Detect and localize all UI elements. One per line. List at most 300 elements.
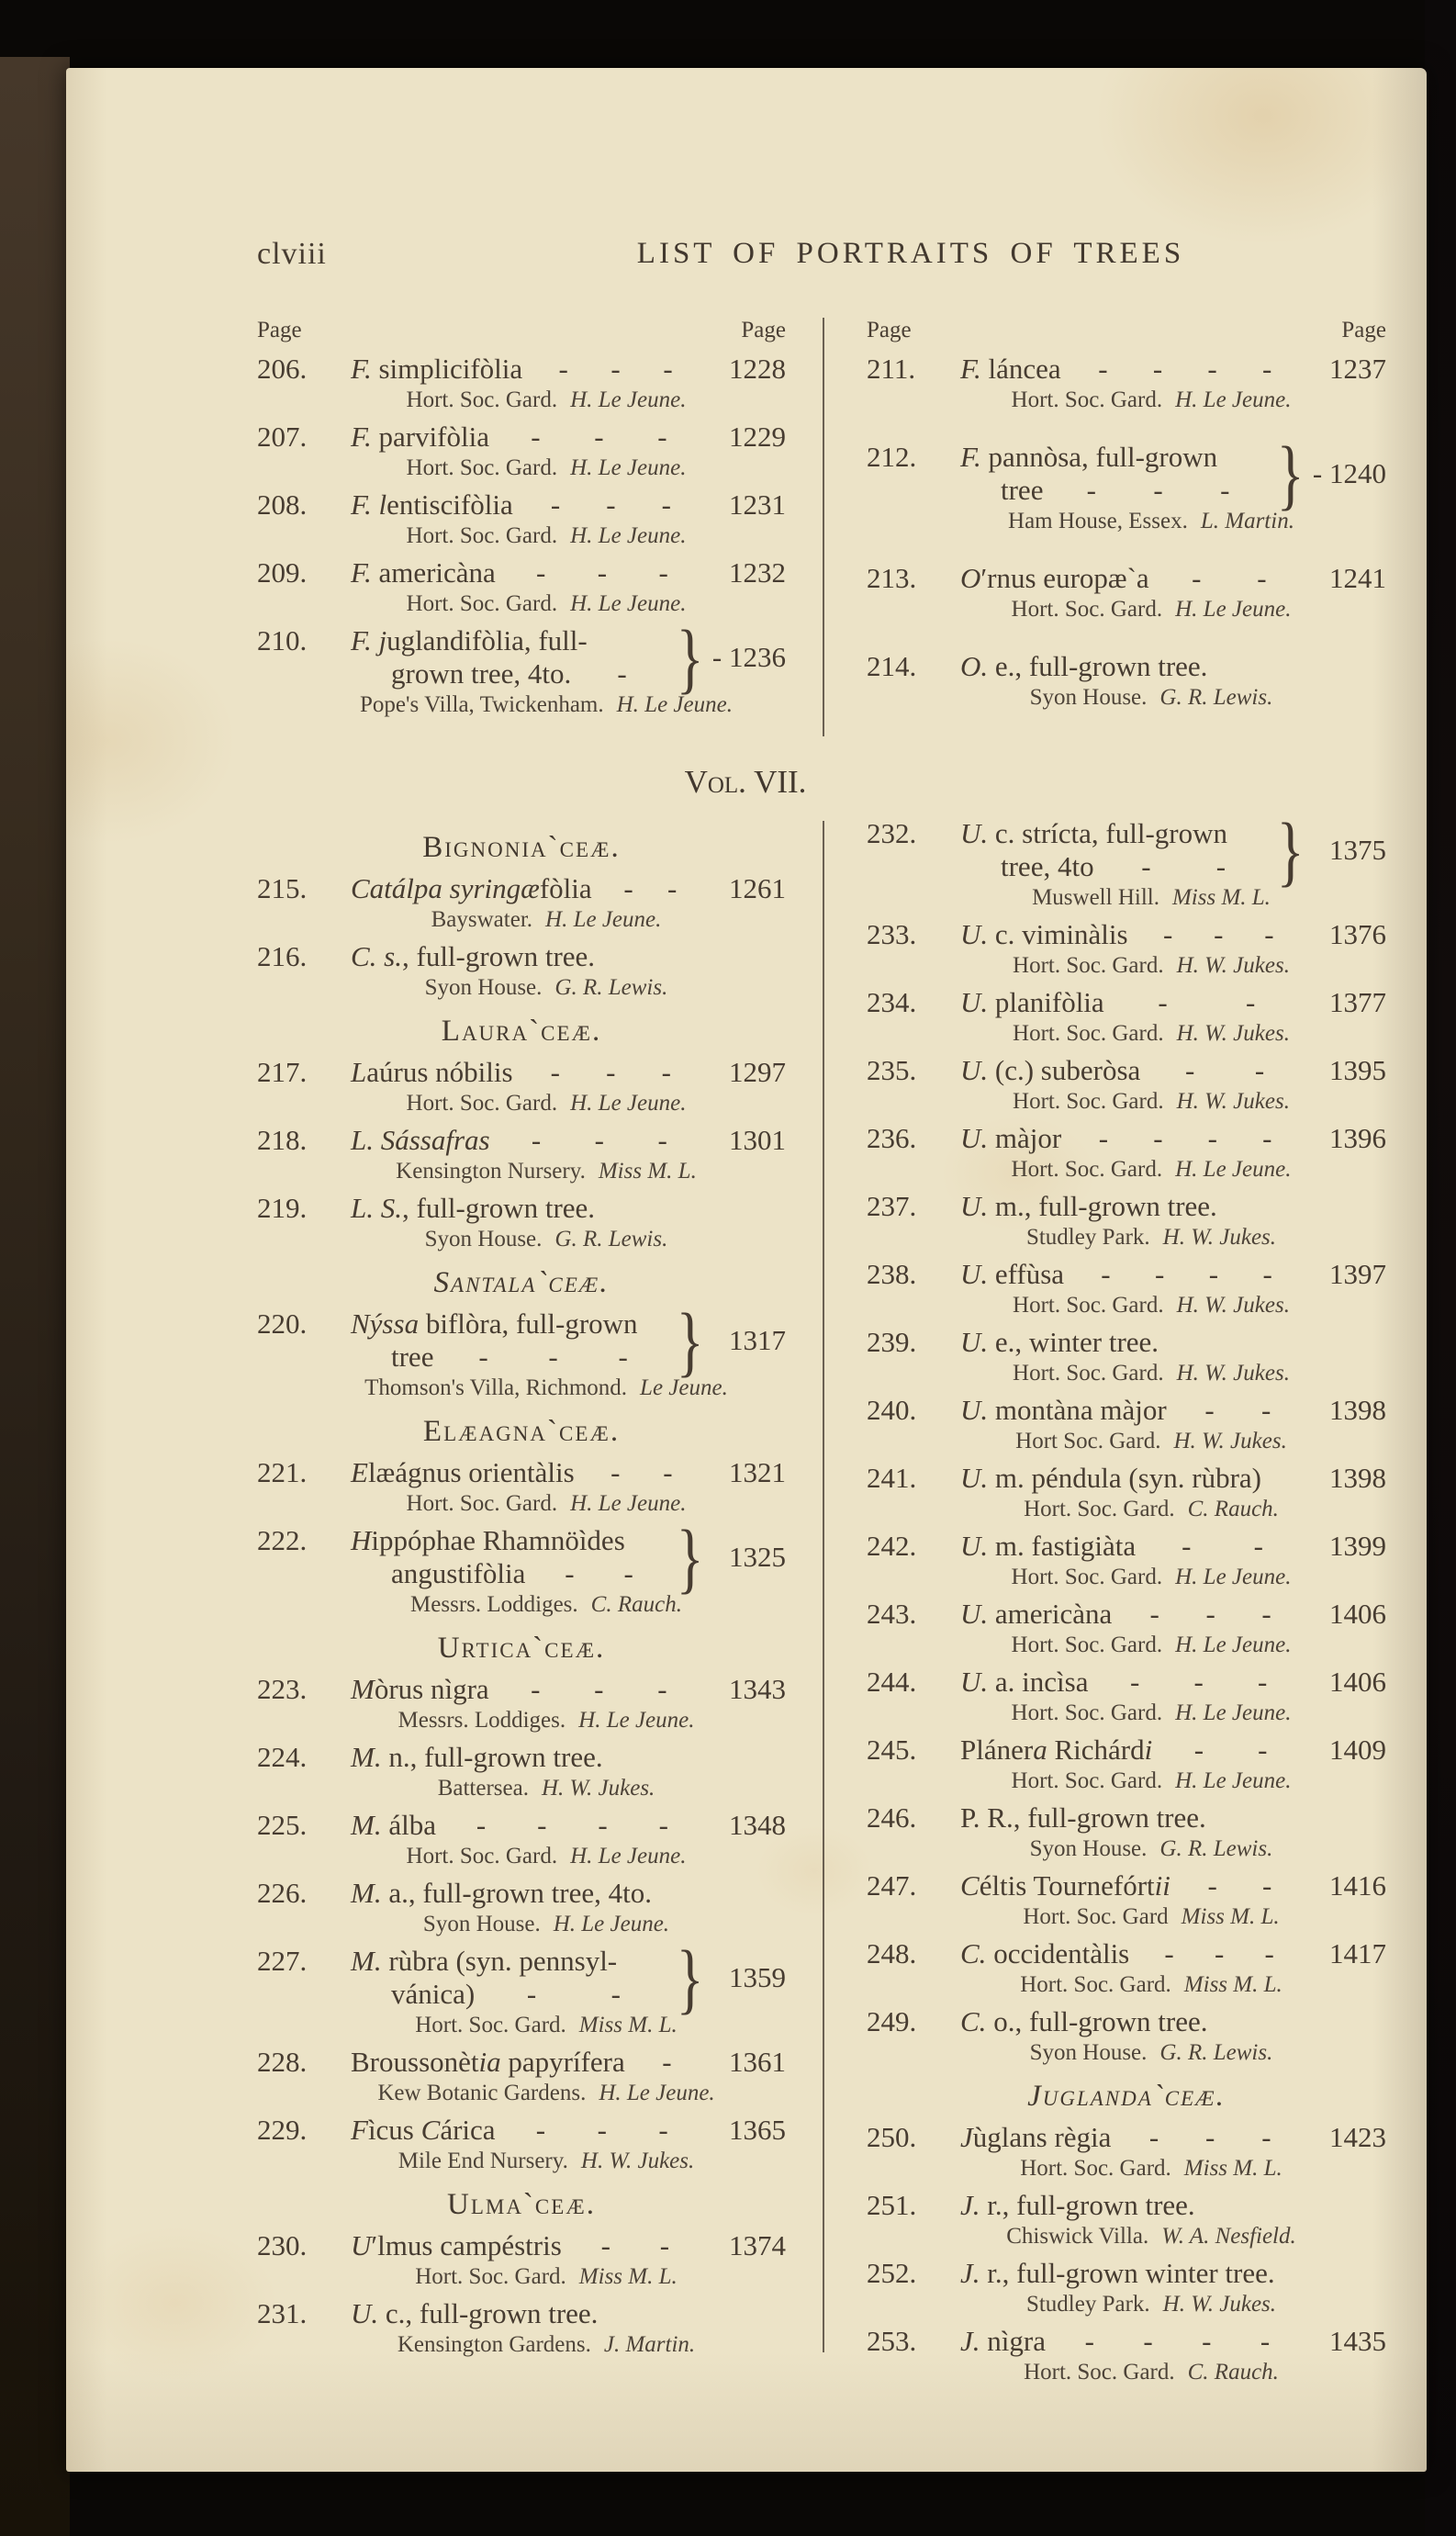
species-name-segment: ìcus [367, 2114, 421, 2146]
family-heading: Ulma`ceæ. [446, 2188, 597, 2221]
entry-caption [922, 1835, 1381, 1862]
index-entry-219 [257, 1192, 786, 1252]
caption-artist: H. W. Jukes. [1176, 1293, 1290, 1318]
species-name [960, 986, 1305, 1019]
entry-row [257, 556, 786, 589]
dash-leader [1094, 850, 1270, 883]
dash: - [606, 1056, 616, 1088]
index-entry-235 [867, 1054, 1386, 1115]
caption-place: Hort. Soc. Gard. [1011, 1768, 1163, 1793]
species-name-segment: U. [960, 1666, 989, 1698]
dash: - [1205, 2121, 1215, 2153]
entry-page-number: 1359 [729, 1961, 786, 1993]
column-divider-top [823, 318, 824, 736]
caption-artist: H. Le Jeune. [570, 455, 687, 480]
species-name-segment: a [1033, 1734, 1047, 1766]
caption-place: Ham House, Essex. [1008, 509, 1188, 533]
dash: - [1261, 2121, 1271, 2153]
species-name [351, 2114, 705, 2147]
dash: - [1149, 1598, 1159, 1630]
species-name-segment: angustifòlia [391, 1557, 526, 1589]
species-name [351, 1124, 705, 1157]
dash-leader [1046, 2325, 1305, 2358]
caption-artist: G. R. Lewis. [554, 975, 668, 1000]
dash: - [1158, 986, 1168, 1018]
dash: - [1098, 353, 1108, 385]
entry-row [257, 2114, 786, 2147]
dash: - [1264, 1937, 1274, 1969]
index-entry-239 [867, 1326, 1386, 1386]
dash-leader [522, 353, 705, 386]
dash: - [1215, 850, 1226, 882]
entry-row [867, 1869, 1386, 1902]
index-entry-245 [867, 1734, 1386, 1794]
entry-caption [312, 974, 780, 1001]
entry-caption [312, 1375, 780, 1401]
dash: - [478, 1341, 488, 1373]
species-name-segment: U. [960, 817, 989, 849]
index-entry-221 [257, 1456, 786, 1517]
entry-row [257, 1056, 786, 1089]
index-entry-216 [257, 940, 786, 1001]
species-name [960, 1598, 1305, 1631]
index-entry-223 [257, 1673, 786, 1734]
species-name [351, 488, 705, 522]
entry-row [257, 2229, 786, 2262]
species-name-segment: U. [960, 1190, 989, 1222]
species-name-segment: grown tree, 4to. [391, 657, 572, 690]
species-name-segment: e., winter tree. [988, 1326, 1159, 1358]
caption-place: Hort. Soc. Gard. [415, 2013, 566, 2037]
species-name-segment: U [351, 2229, 372, 2261]
dash: - [536, 556, 546, 589]
entry-page-number: - 1236 [711, 641, 786, 673]
caption-artist: G. R. Lewis. [1159, 1836, 1273, 1861]
species-name [351, 2046, 705, 2079]
species-name-segment: i [1144, 1734, 1153, 1766]
species-name-segment: Nýssa [351, 1307, 420, 1340]
dash-leader [1128, 918, 1305, 951]
caption-place: Hort Soc. Gard. [1015, 1429, 1161, 1453]
entry-caption [312, 2148, 780, 2174]
brace-bracket: } [676, 1513, 704, 1601]
entry-page-number: 1261 [729, 872, 786, 904]
top-left-column [257, 318, 823, 738]
caption-artist: H. Le Jeune. [570, 1491, 687, 1516]
entry-number: 210. [257, 624, 308, 656]
entry-number: 221. [257, 1456, 308, 1488]
caption-artist: H. W. Jukes. [1176, 1089, 1290, 1114]
volume-heading [257, 764, 1388, 801]
dash-leader [1104, 986, 1305, 1019]
entry-row [867, 1801, 1386, 1835]
species-name-segment: r., full-grown tree. [980, 2189, 1195, 2221]
species-name-segment: c., full-grown tree. [378, 2297, 599, 2329]
entry-number: 208. [257, 488, 308, 521]
species-name-segment: nìgra [980, 2325, 1046, 2357]
page-label: Page [1341, 318, 1386, 342]
entry-caption [312, 1843, 780, 1869]
entry-caption [922, 1156, 1381, 1183]
entry-caption [922, 1088, 1381, 1115]
dash-leader [1088, 1666, 1305, 1699]
caption-artist: G. R. Lewis. [1159, 2040, 1273, 2065]
entry-page-number: 1228 [729, 353, 786, 385]
page-label: Page [741, 318, 786, 342]
species-name [960, 918, 1305, 951]
dash-leader [575, 1456, 705, 1489]
species-name [960, 2325, 1305, 2358]
caption-artist: G. R. Lewis. [554, 1227, 668, 1251]
dash-leader [1136, 1530, 1305, 1563]
page-label: Page [257, 318, 302, 342]
dash-leader [513, 488, 705, 522]
species-name [351, 1307, 669, 1374]
entry-row [867, 1734, 1386, 1767]
entry-row [867, 1530, 1386, 1563]
photo-dark-edge [1425, 0, 1456, 2536]
species-name-line2 [351, 1978, 669, 2011]
entry-caption [922, 1360, 1381, 1386]
entry-caption [922, 2223, 1381, 2250]
entry-caption [922, 1564, 1381, 1590]
dash: - [1208, 1258, 1219, 1290]
dash: - [1192, 562, 1202, 594]
species-name-segment: , full-grown tree. [402, 940, 596, 972]
species-name [960, 1190, 1386, 1223]
entry-number: 234. [867, 986, 917, 1018]
index-entry-247 [867, 1869, 1386, 1930]
species-name [960, 2257, 1386, 2290]
species-name-segment: P. R., full-grown tree. [960, 1801, 1206, 1834]
species-name [960, 1462, 1305, 1495]
entry-row [257, 1809, 786, 1842]
entry-row [867, 1054, 1386, 1087]
entry-number: 247. [867, 1869, 917, 1902]
entry-row [867, 1190, 1386, 1223]
species-name [960, 1801, 1386, 1835]
dash: - [1261, 1598, 1271, 1630]
dash-leader [433, 1341, 668, 1374]
entry-number: 236. [867, 1122, 917, 1154]
dash: - [659, 2229, 670, 2261]
species-name-segment: uglandifòlia, full- [386, 624, 588, 656]
species-name-segment: Catálpa syringæ [351, 872, 540, 904]
index-entry-252 [867, 2257, 1386, 2317]
caption-artist: H. W. Jukes. [1162, 1225, 1277, 1250]
entry-row [867, 1666, 1386, 1699]
dash: - [476, 1809, 487, 1841]
dash: - [1101, 1258, 1111, 1290]
entry-page-number: - 1240 [1312, 457, 1386, 489]
index-entry-243 [867, 1598, 1386, 1658]
entry-number: 217. [257, 1056, 308, 1088]
dash: - [1207, 1869, 1217, 1902]
caption-artist: H. Le Jeune. [1175, 1157, 1292, 1182]
entry-number: 231. [257, 2297, 308, 2329]
caption-artist: H. Le Jeune. [1175, 1565, 1292, 1589]
dash: - [597, 2114, 607, 2146]
species-name-segment: J. [960, 2325, 980, 2357]
species-name [960, 1530, 1305, 1563]
species-name-segment: U. [960, 1462, 989, 1494]
entry-page-number: 1377 [1329, 986, 1386, 1018]
caption-artist: H. W. Jukes. [1162, 2292, 1277, 2317]
caption-place: Hort. Soc. Gard. [1013, 1021, 1164, 1046]
species-name-segment: biflòra, full-grown [419, 1307, 638, 1340]
species-name-segment: F. [351, 353, 372, 385]
caption-artist: Miss M. L. [598, 1159, 697, 1184]
species-name [351, 353, 705, 386]
entry-row [257, 1673, 786, 1706]
entry-page-number: 1375 [1329, 834, 1386, 866]
species-name-segment: M [351, 1673, 375, 1705]
index-entry-225 [257, 1809, 786, 1869]
species-name-segment: U. [960, 1258, 989, 1290]
entry-page-number: 1321 [729, 1456, 786, 1488]
species-name-segment: ia [478, 2046, 501, 2078]
page-label: Page [867, 318, 912, 342]
entry-caption [312, 1591, 780, 1618]
dash: - [526, 1978, 537, 2010]
dash: - [1262, 1869, 1272, 1902]
index-entry-237 [867, 1190, 1386, 1251]
entry-row [867, 2257, 1386, 2290]
species-name-segment: c. viminàlis [988, 918, 1128, 950]
entry-number: 209. [257, 556, 308, 589]
species-name-segment: e., full-grown tree. [988, 650, 1208, 682]
caption-artist: Miss M. L. [1183, 2156, 1282, 2181]
caption-place: Syon House. [1029, 685, 1148, 710]
entry-page-number: 1374 [729, 2229, 786, 2261]
entry-caption [922, 1020, 1381, 1047]
species-name-segment: pannòsa, full-grown [980, 441, 1218, 473]
dash-leader [490, 1124, 705, 1157]
entry-caption [312, 2331, 780, 2358]
vol-right-column [823, 806, 1388, 2393]
index-entry-244 [867, 1666, 1386, 1726]
family-heading: Santala`ceæ. [433, 1266, 610, 1299]
entry-number: 237. [867, 1190, 917, 1222]
entry-number: 246. [867, 1801, 917, 1834]
entry-caption [312, 2080, 780, 2106]
entry-row [867, 2121, 1386, 2154]
dash-leader [562, 2229, 705, 2262]
index-entry-234 [867, 986, 1386, 1047]
dash: - [594, 421, 604, 453]
caption-place: Syon House. [1029, 1836, 1148, 1861]
entry-number: 215. [257, 872, 308, 904]
entry-number: 239. [867, 1326, 917, 1358]
brace-bracket: } [1276, 806, 1305, 894]
entry-caption [922, 1428, 1381, 1454]
dash: - [531, 421, 541, 453]
species-name [351, 556, 705, 589]
species-name-line1 [960, 441, 1270, 474]
volume-heading-text: Vol. VII. [684, 764, 807, 800]
caption-artist: H. W. Jukes. [541, 1776, 655, 1801]
entry-caption [922, 1632, 1381, 1658]
dash-leader [1167, 1394, 1305, 1427]
species-name-segment: occidentàlis [986, 1937, 1130, 1969]
caption-place: Hort. Soc. Gard. [406, 1844, 558, 1868]
entry-page-number: 1398 [1329, 1394, 1386, 1426]
species-name-segment: H [351, 1524, 372, 1556]
entry-page-number: 1399 [1329, 1530, 1386, 1562]
index-entry-222 [257, 1513, 786, 1618]
dash: - [661, 488, 671, 521]
dash: - [1098, 1122, 1109, 1154]
species-name-segment: m. fastigiàta [988, 1530, 1137, 1562]
entry-caption [312, 1158, 780, 1184]
index-entry-208 [257, 488, 786, 549]
dash: - [1164, 1937, 1174, 1969]
caption-place: Battersea. [437, 1776, 529, 1801]
species-name-segment: M. [351, 1741, 382, 1773]
species-name-segment: papyrífera [500, 2046, 625, 2078]
species-name-segment: láncea [980, 353, 1061, 385]
dash-leader [592, 872, 705, 905]
index-entry-249 [867, 2005, 1386, 2066]
caption-artist: Miss M. L. [578, 2013, 678, 2037]
caption-place: Syon House. [424, 1227, 543, 1251]
entry-row [257, 613, 786, 701]
entry-row [867, 1326, 1386, 1359]
dash-leader [475, 1978, 669, 2011]
species-name-segment: U. [960, 1394, 989, 1426]
species-name-segment: læágnus orientàlis [367, 1456, 575, 1488]
page-column-labels [257, 318, 786, 343]
entry-number: 227. [257, 1945, 308, 1977]
entry-caption [312, 1226, 780, 1252]
entry-number: 228. [257, 2046, 308, 2078]
caption-place: Hort. Soc. Gard. [1020, 1972, 1171, 1997]
species-name [960, 2189, 1386, 2222]
species-name [960, 441, 1270, 507]
entry-row [867, 353, 1386, 386]
caption-artist: H. Le Jeune. [545, 907, 662, 932]
dash-leader [436, 1809, 705, 1842]
dash: - [1205, 1598, 1215, 1630]
entry-row [257, 353, 786, 386]
dash: - [658, 556, 668, 589]
index-entry-214 [867, 650, 1386, 711]
species-name-segment: L. S. [351, 1192, 402, 1224]
species-name-segment: ùglans règia [972, 2121, 1112, 2153]
dash: - [531, 1124, 542, 1156]
caption-place: Hort. Soc. Gard. [1011, 1157, 1163, 1182]
entry-caption [922, 1292, 1381, 1318]
entry-row [257, 421, 786, 454]
species-name-segment: ippóphae Rhamnöìdes [371, 1524, 625, 1556]
dash: - [623, 872, 633, 904]
caption-artist: H. Le Jeune. [570, 591, 687, 616]
caption-place: Hort. Soc. Gard. [415, 2264, 566, 2289]
entry-number: 225. [257, 1809, 308, 1841]
caption-place: Hort. Soc. Gard. [1013, 1293, 1164, 1318]
index-entry-215 [257, 872, 786, 933]
species-name-segment: éltis Tournefórt [979, 1869, 1155, 1902]
dash: - [1220, 474, 1230, 506]
entry-number: 242. [867, 1530, 917, 1562]
species-name-line2 [960, 850, 1270, 883]
entry-row [257, 1877, 786, 1910]
vol-vii-section [257, 806, 1388, 2393]
entry-caption [312, 522, 780, 549]
entry-row [867, 1462, 1386, 1495]
dash: - [1207, 353, 1217, 385]
dash: - [623, 1557, 633, 1589]
species-name-segment: álba [381, 1809, 436, 1841]
species-name-segment: U. [960, 918, 989, 950]
dash: - [1214, 1937, 1225, 1969]
species-name [351, 872, 705, 905]
caption-artist: H. Le Jeune. [1175, 1633, 1292, 1657]
dash-leader [1061, 353, 1305, 386]
entry-page-number: 1348 [729, 1809, 786, 1841]
species-name-segment: americàna [988, 1598, 1113, 1630]
dash-leader [1112, 1598, 1305, 1631]
entry-row [867, 430, 1386, 518]
dash: - [535, 2114, 546, 2146]
caption-place: Pope's Villa, Twickenham. [360, 692, 604, 717]
caption-place: Hort. Soc. Gard. [406, 1491, 558, 1516]
species-name-segment: ′rnus europæ`a [980, 562, 1149, 594]
dash: - [1202, 2325, 1212, 2357]
entry-number: 224. [257, 1741, 308, 1773]
dash: - [550, 488, 561, 521]
caption-place: Hort. Soc. Gard. [1011, 387, 1163, 412]
entry-caption [922, 1767, 1381, 1794]
entry-number: 226. [257, 1877, 308, 1909]
dash: - [1153, 474, 1163, 506]
species-name [351, 1524, 669, 1590]
caption-artist: H. Le Jeune. [570, 523, 687, 548]
dash: - [1261, 1394, 1271, 1426]
entry-row [867, 806, 1386, 894]
entry-row [867, 918, 1386, 951]
entry-number: 212. [867, 441, 917, 473]
entry-page-number: 1423 [1329, 2121, 1386, 2153]
column-divider-main [823, 821, 824, 2352]
entry-number: 233. [867, 918, 917, 950]
brace-bracket: } [676, 1296, 704, 1385]
caption-artist: H. Le Jeune. [570, 387, 687, 412]
dash: - [1084, 2325, 1094, 2357]
index-entry-224 [257, 1741, 786, 1801]
species-name-segment: entiscifòlia [386, 488, 513, 521]
entry-row [257, 488, 786, 522]
species-name-segment: effùsa [988, 1258, 1065, 1290]
species-name [960, 1734, 1305, 1767]
species-name-segment: M. [351, 1945, 382, 1977]
species-name-segment: parvifòlia [371, 421, 489, 453]
caption-place: Hort. Soc. Gard. [406, 387, 558, 412]
entry-page-number: 1361 [729, 2046, 786, 2078]
caption-artist: H. Le Jeune. [599, 2081, 715, 2105]
dash: - [600, 2229, 610, 2261]
entry-number: 218. [257, 1124, 308, 1156]
species-name [351, 2297, 786, 2330]
index-entry-226 [257, 1877, 786, 1937]
species-name-segment: m. péndula (syn. rùbra) [988, 1462, 1262, 1494]
entry-caption [312, 906, 780, 933]
caption-artist: C. Rauch. [590, 1592, 682, 1617]
index-entry-242 [867, 1530, 1386, 1590]
caption-place: Hort. Soc. Gard. [1011, 1700, 1163, 1725]
entry-row [867, 1937, 1386, 1970]
dash: - [610, 1456, 621, 1488]
